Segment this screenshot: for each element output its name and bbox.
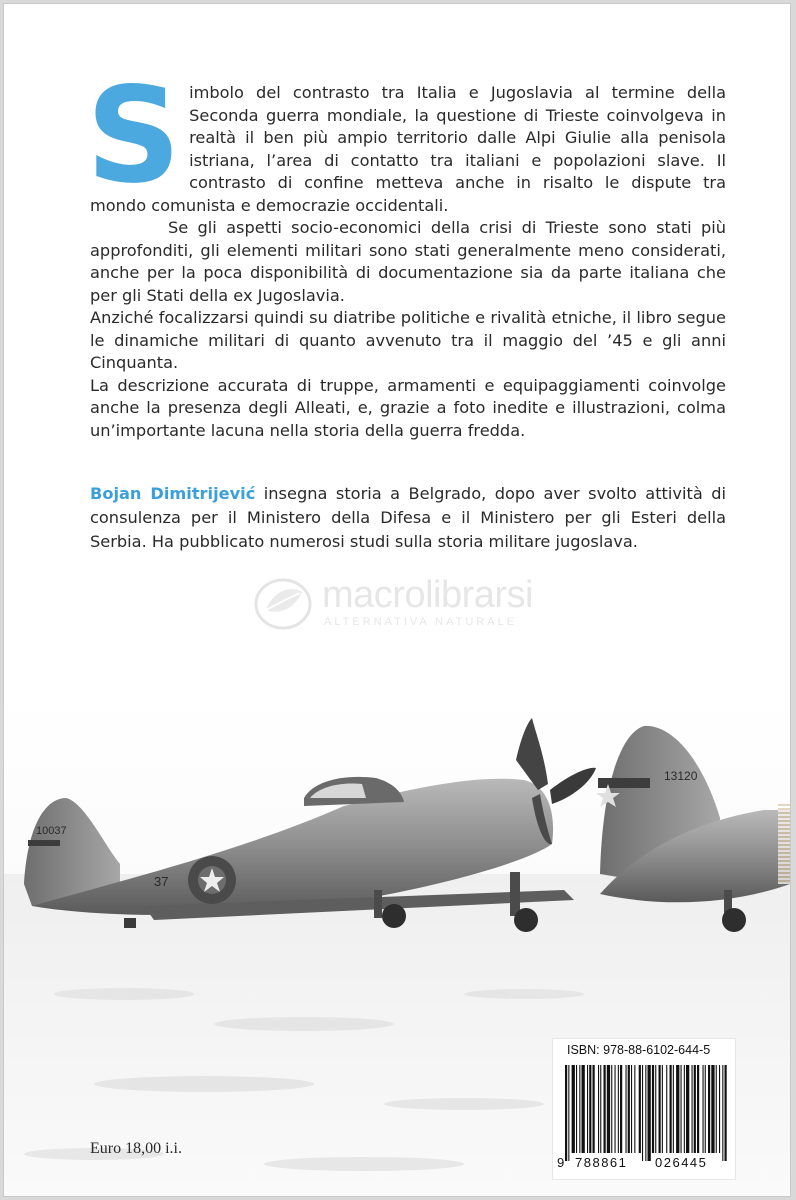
barcode-bar: [662, 1065, 663, 1153]
author-bio: [90, 482, 726, 554]
barcode-bar: [692, 1065, 693, 1153]
barcode-bar: [670, 1065, 672, 1153]
blurb-paragraph-1: [86, 59, 726, 217]
barcode-bar: [568, 1065, 569, 1161]
barcode-bar: [659, 1065, 661, 1153]
fuselage-code: 37: [154, 874, 169, 889]
barcode-bar: [655, 1065, 656, 1153]
barcode-bar: [648, 1065, 651, 1161]
watermark-tagline: ALTERNATIVA NATURALE: [324, 616, 518, 628]
barcode-bar: [684, 1065, 685, 1153]
barcode-bar: [639, 1065, 641, 1153]
barcode-bar: [607, 1065, 610, 1153]
barcode-bar: [686, 1065, 689, 1153]
barcode-bar: [634, 1065, 635, 1153]
barcode-bar: [676, 1065, 679, 1153]
barcode-bar: [673, 1065, 674, 1153]
blurb-paragraph-3: Anziché focalizzarsi quindi su diatribe politiche e rivalità etniche, il libro segue le dinamiche militari di quanto avvenuto tra il maggio del ’45 e gli anni Cinquanta.: [90, 308, 726, 372]
barcode-bar: [565, 1065, 567, 1161]
barcode-digits-right: 026445: [655, 1155, 708, 1170]
barcode-bar: [725, 1065, 727, 1161]
barcode-digits-left: 788861: [575, 1155, 628, 1170]
barcode-bar: [642, 1065, 643, 1161]
book-back-cover: [4, 4, 790, 1196]
author-name: Bojan Dimitrijević: [90, 484, 256, 503]
barcode-bar: [705, 1065, 706, 1153]
barcode-bar: [593, 1065, 595, 1153]
tail-code-left: 10037: [36, 825, 67, 837]
barcode-bar: [611, 1065, 612, 1153]
barcode-bar: [697, 1065, 699, 1153]
barcode-digit-first: 9: [557, 1155, 565, 1170]
barcode-bar: [604, 1065, 606, 1153]
blurb-paragraph-2: Se gli aspetti socio-economici della crisi di Trieste sono stati più approfonditi, gli elementi militari sono stati generalmente meno considerati, anche per la poca disponibilità di documentazione sia da parte italiana che per gli Stati della ex Jugoslavia.: [90, 218, 726, 305]
barcode-bar: [694, 1065, 696, 1153]
blurb: [86, 59, 726, 442]
barcode-bar: [631, 1065, 632, 1153]
barcode-bar: [587, 1065, 588, 1153]
spine-edge: [778, 804, 790, 884]
barcode-bar: [628, 1065, 630, 1153]
watermark-name: macrolibrarsi: [322, 574, 533, 616]
barcode-bar: [598, 1065, 599, 1153]
barcode-bar: [645, 1065, 646, 1161]
barcode-bar: [716, 1065, 717, 1153]
barcode-bar: [579, 1065, 580, 1153]
barcode-box: [552, 1038, 736, 1180]
barcode-bar: [615, 1065, 616, 1153]
barcode-bar: [681, 1065, 682, 1153]
isbn: ISBN: 978-88-6102-644-5: [567, 1043, 711, 1057]
barcode-bar: [572, 1065, 575, 1153]
barcode-bar: [626, 1065, 627, 1153]
barcode-bar: [652, 1065, 654, 1153]
tail-code-right: 13120: [664, 769, 698, 783]
barcode-bar: [582, 1065, 585, 1153]
author-bio-text: insegna storia a Belgrado, dopo aver svolto attività di consulenza per il Ministero della Difesa e il Ministero per gli Esteri della Serbia. Ha pubblicato numerosi studi sulla storia militare jugoslava.: [90, 484, 726, 551]
barcode-bar: [719, 1065, 720, 1153]
drop-cap: S: [86, 59, 182, 213]
barcode-bar: [703, 1065, 704, 1153]
barcode-bars: [559, 1065, 731, 1161]
barcode-bar: [711, 1065, 714, 1153]
barcode-bar: [620, 1065, 622, 1153]
barcode-bar: [618, 1065, 619, 1153]
blurb-paragraph-4: La descrizione accurata di truppe, armamenti e equipaggiamenti coinvolge anche la presenza degli Alleati, e, grazie a foto inedite e illustrazioni, colma un’importante lacuna nella storia della guerra fredda.: [90, 375, 726, 440]
barcode-bar: [576, 1065, 577, 1153]
barcode-bar: [600, 1065, 601, 1153]
watermark: [252, 572, 572, 636]
barcode-bar: [589, 1065, 591, 1153]
barcode-bar: [666, 1065, 667, 1153]
price: Euro 18,00 i.i.: [90, 1140, 182, 1157]
barcode-bar: [722, 1065, 723, 1161]
leaf-icon: [252, 576, 314, 632]
blurb-paragraph-1-text: imbolo del contrasto tra Italia e Jugoslavia al termine della Seconda guerra mondiale, la questione di Trieste coinvolgeva in realtà il ben più ampio territorio dalle Alpi Giulie alla penisola istriana, l’area di contatto tra italiani e popolazioni slave. Il contrasto di confine metteva anche in risalto le dispute tra mondo comunista e democrazie occidentali.: [90, 83, 726, 215]
barcode-bar: [708, 1065, 710, 1153]
